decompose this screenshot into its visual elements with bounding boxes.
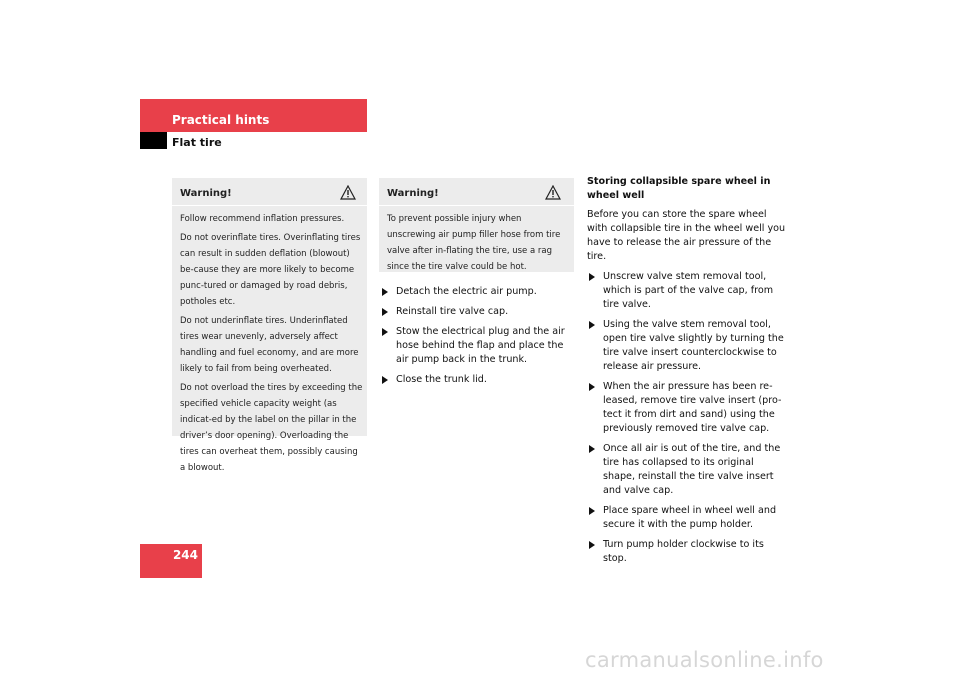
- warning-title: Warning!: [387, 188, 439, 199]
- step-text: Detach the electric air pump.: [396, 286, 537, 297]
- step-text: Place spare wheel in wheel well and secure it with the pump holder.: [603, 505, 777, 530]
- step-text: Stow the electrical plug and the air hose behind the flap and place the air pump back in the trunk.: [396, 326, 565, 365]
- step-item: [380, 325, 575, 367]
- warning-divider: [379, 205, 574, 206]
- step-item: [587, 270, 787, 312]
- warning-paragraph: Follow recommend inflation pressures.: [180, 214, 345, 224]
- right-column: [587, 175, 787, 572]
- procedure-title: Storing collapsible spare wheel in wheel well: [587, 176, 771, 201]
- middle-steps: [380, 285, 575, 393]
- arrow-bullet-icon: [382, 288, 388, 296]
- step-text: Reinstall tire valve cap.: [396, 306, 509, 317]
- step-text: Unscrew valve stem removal tool, which is part of the valve cap, from tire valve.: [603, 271, 774, 310]
- arrow-bullet-icon: [589, 383, 595, 391]
- section-title: Practical hints: [172, 113, 270, 127]
- step-text: Using the valve stem removal tool, open tire valve slightly by turning the tire valve insert counterclockwise to release air pressure.: [603, 319, 784, 372]
- step-text: Close the trunk lid.: [396, 374, 487, 385]
- step-text: Turn pump holder clockwise to its stop.: [603, 539, 764, 564]
- step-text: When the air pressure has been re-leased, remove tire valve insert (pro-tect it from dirt and sand) using the previously removed tire valve cap.: [603, 381, 782, 434]
- step-item: [380, 285, 575, 299]
- step-item: [380, 305, 575, 319]
- step-text: Once all air is out of the tire, and the tire has collapsed to its original shape, reinstall the tire valve insert and valve cap.: [603, 443, 781, 496]
- step-item: [587, 318, 787, 374]
- step-item: [587, 380, 787, 436]
- warning-paragraph: Do not overinflate tires. Overinflating tires can result in sudden deflation (blowout) be-cause they are more likely to become punc-tured or damaged by road debris, potholes etc.: [180, 233, 361, 307]
- warning-paragraph: Do not overload the tires by exceeding the specified vehicle capacity weight (as indicat-ed by the label on the pillar in the driver’s door opening). Overloading the tires can overheat them, possibly causing a blowout.: [180, 383, 363, 473]
- warning-body: [180, 211, 364, 479]
- subsection-marker: [140, 132, 167, 149]
- warning-body: [387, 211, 571, 278]
- arrow-bullet-icon: [589, 321, 595, 329]
- warning-triangle-icon: [340, 185, 356, 200]
- arrow-bullet-icon: [382, 308, 388, 316]
- page-number: 244: [172, 548, 198, 562]
- warning-title: Warning!: [180, 188, 232, 199]
- procedure-intro: Before you can store the spare wheel with collapsible tire in the wheel well you have to release the air pressure of the tire.: [587, 209, 786, 262]
- arrow-bullet-icon: [382, 328, 388, 336]
- arrow-bullet-icon: [589, 541, 595, 549]
- step-item: [587, 442, 787, 498]
- step-item: [587, 538, 787, 566]
- step-item: [380, 373, 575, 387]
- arrow-bullet-icon: [589, 273, 595, 281]
- arrow-bullet-icon: [589, 507, 595, 515]
- warning-triangle-icon: [545, 185, 561, 200]
- watermark: carmanualsonline.info: [585, 648, 824, 672]
- warning-box-hot-valve: [379, 178, 574, 272]
- warning-box-inflation: [172, 178, 367, 473]
- arrow-bullet-icon: [382, 376, 388, 384]
- warning-divider: [172, 205, 367, 206]
- subsection-title: Flat tire: [172, 136, 222, 149]
- warning-paragraph: To prevent possible injury when unscrewing air pump filler hose from tire valve after in-flating the tire, use a rag since the tire valve could be hot.: [387, 214, 561, 272]
- step-item: [587, 504, 787, 532]
- arrow-bullet-icon: [589, 445, 595, 453]
- warning-paragraph: Do not underinflate tires. Underinflated tires wear unevenly, adversely affect handling and fuel economy, and are more likely to fail from being overheated.: [180, 316, 359, 374]
